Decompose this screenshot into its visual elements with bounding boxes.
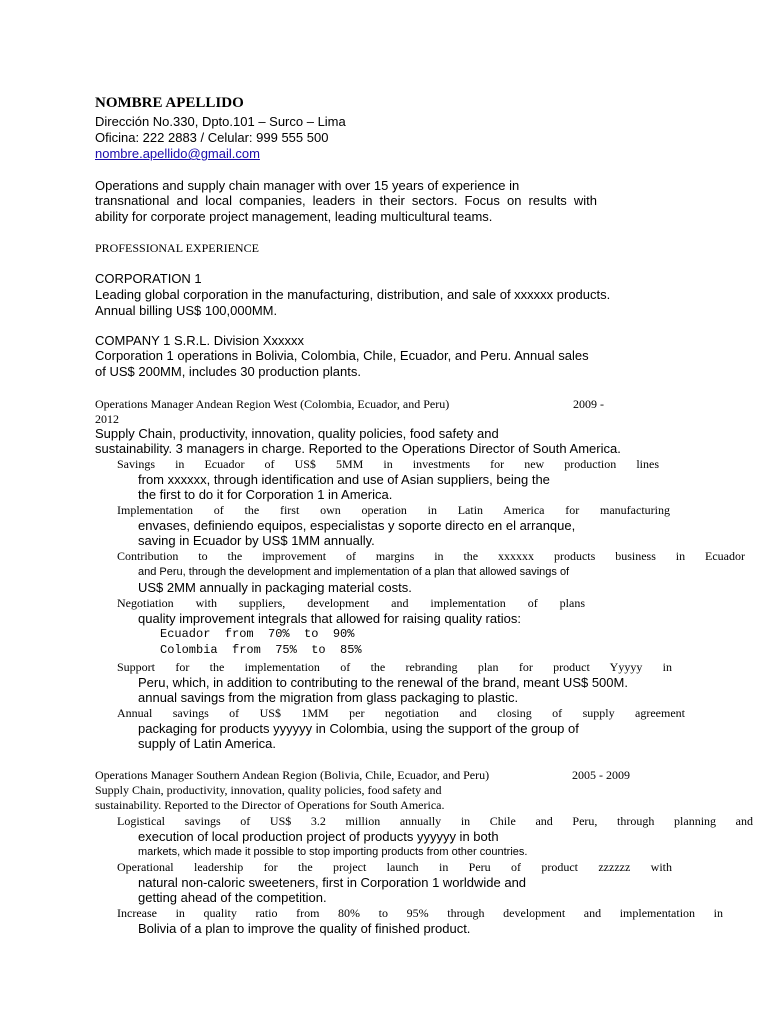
job1-bullet4-line2: quality improvement integrals that allowed for raising quality ratios: (138, 611, 521, 626)
job1-bullet4-line1: Negotiation with suppliers, development and implementation of plans (117, 596, 585, 610)
job1-ratio-colombia: Colombia from 75% to 85% (160, 643, 362, 657)
candidate-name: NOMBRE APELLIDO (95, 95, 244, 111)
job2-bullet2-line3: getting ahead of the competition. (138, 890, 327, 905)
job1-bullet5-line1: Support for the implementation of the rebranding plan for product Yyyyy in (117, 660, 672, 674)
job1-bullet3-line3: US$ 2MM annually in packaging material costs. (138, 580, 412, 595)
summary-line-1: Operations and supply chain manager with over 15 years of experience in (95, 178, 520, 193)
company-desc-2: of US$ 200MM, includes 30 production plants. (95, 364, 361, 379)
job1-bullet2-line2: envases, definiendo equipos, especialistas y soporte directo en el arranque, (138, 518, 576, 533)
job1-bullet1-line1: Savings in Ecuador of US$ 5MM in investments for new production lines (117, 457, 659, 471)
job2-bullet2-line2: natural non-caloric sweeteners, first in Corporation 1 worldwide and (138, 875, 527, 890)
corporation-name: CORPORATION 1 (95, 271, 202, 286)
job1-ratio-ecuador: Ecuador from 70% to 90% (160, 627, 355, 641)
section-title: PROFESSIONAL EXPERIENCE (95, 241, 259, 255)
job1-bullet5-line2: Peru, which, in addition to contributing to the renewal of the brand, meant US$ 500M. (138, 675, 628, 690)
corporation-desc-1: Leading global corporation in the manufacturing, distribution, and sale of xxxxxx products. (95, 287, 611, 302)
corporation-desc-2: Annual billing US$ 100,000MM. (95, 303, 278, 318)
job2-bullet1-line1: Logistical savings of US$ 3.2 million annually in Chile and Peru, through planning and (117, 814, 753, 828)
address-line: Dirección No.330, Dpto.101 – Surco – Lima (95, 114, 346, 129)
job1-bullet6-line2: packaging for products yyyyyy in Colombia, using the support of the group of (138, 721, 579, 736)
job1-bullet2-line1: Implementation of the first own operation in Latin America for manufacturing (117, 503, 670, 517)
job1-bullet3-line2: and Peru, through the development and implementation of a plan that allowed savings of (138, 566, 570, 578)
job2-bullet1-line3: markets, which made it possible to stop importing products from other countries. (138, 846, 528, 858)
company-name: COMPANY 1 S.R.L. Division Xxxxxx (95, 333, 305, 348)
job2-bullet3-line1: Increase in quality ratio from 80% to 95% through development and implementation in (117, 906, 723, 920)
job1-title: Operations Manager Andean Region West (Colombia, Ecuador, and Peru) (95, 397, 450, 411)
job2-bullet3-line2: Bolivia of a plan to improve the quality of finished product. (138, 921, 471, 936)
job1-bullet1-line3: the first to do it for Corporation 1 in America. (138, 487, 393, 502)
job1-bullet2-line3: saving in Ecuador by US$ 1MM annually. (138, 533, 375, 548)
job1-bullet6-line3: supply of Latin America. (138, 736, 277, 751)
job2-years: 2005 - 2009 (572, 768, 630, 782)
summary-line-3: ability for corporate project management, leading multicultural teams. (95, 209, 493, 224)
job2-desc-1: Supply Chain, productivity, innovation, quality policies, food safety and (95, 783, 442, 797)
job1-desc-1: Supply Chain, productivity, innovation, quality policies, food safety and (95, 426, 499, 441)
job1-bullet6-line1: Annual savings of US$ 1MM per negotiation and closing of supply agreement (117, 706, 685, 720)
phone-line: Oficina: 222 2883 / Celular: 999 555 500 (95, 130, 329, 145)
job2-bullet2-line1: Operational leadership for the project launch in Peru of product zzzzzz with (117, 860, 672, 874)
job1-years-end: 2012 (95, 412, 119, 426)
job2-desc-2: sustainability. Reported to the Director of Operations for South America. (95, 798, 445, 812)
job1-bullet5-line3: annual savings from the migration from glass packaging to plastic. (138, 690, 519, 705)
email-link[interactable]: nombre.apellido@gmail.com (95, 146, 260, 161)
summary-line-2: transnational and local companies, leaders in their sectors. Focus on results with (95, 193, 597, 208)
job2-bullet1-line2: execution of local production project of products yyyyyy in both (138, 829, 499, 844)
company-desc-1: Corporation 1 operations in Bolivia, Colombia, Chile, Ecuador, and Peru. Annual sales (95, 348, 589, 363)
job1-bullet3-line1: Contribution to the improvement of margins in the xxxxxx products business in Ecuador (117, 549, 745, 563)
job1-desc-2: sustainability. 3 managers in charge. Reported to the Operations Director of South America. (95, 441, 621, 456)
job2-title: Operations Manager Southern Andean Region (Bolivia, Chile, Ecuador, and Peru) (95, 768, 490, 782)
job1-bullet1-line2: from xxxxxx, through identification and use of Asian suppliers, being the (138, 472, 550, 487)
job1-years-start: 2009 - (573, 397, 604, 411)
